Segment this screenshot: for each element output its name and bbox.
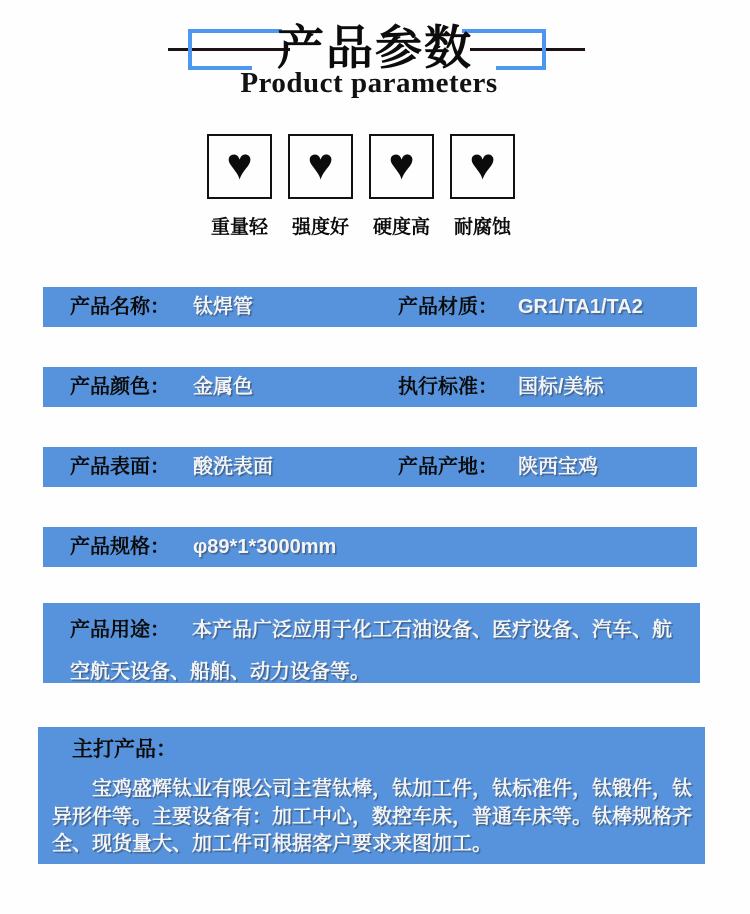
spec-row-surface-origin <box>43 447 697 487</box>
heart-icon: ♥ <box>307 139 334 189</box>
spec-value: 国标/美标 <box>518 376 604 398</box>
heart-icon: ♥ <box>469 139 496 189</box>
heart-icon: ♥ <box>226 139 253 189</box>
spec-value: φ89*1*3000mm <box>193 536 337 558</box>
feature-box <box>369 134 434 199</box>
feature-label: 强度好 <box>291 217 350 238</box>
feature-box <box>288 134 353 199</box>
spec-value: 酸洗表面 <box>193 456 273 478</box>
feature-label: 硬度高 <box>372 217 431 238</box>
feature-box <box>207 134 272 199</box>
main-products-label: 主打产品： <box>72 738 177 761</box>
spec-label: 产品名称： <box>70 296 170 318</box>
spec-value: 钛焊管 <box>193 296 253 318</box>
heart-icon: ♥ <box>388 139 415 189</box>
spec-value: 陕西宝鸡 <box>518 456 598 478</box>
feature-box <box>450 134 515 199</box>
feature-item <box>450 134 515 244</box>
feature-label: 重量轻 <box>210 217 269 238</box>
spec-row-color-standard <box>43 367 697 407</box>
spec-label: 产品材质： <box>398 296 498 318</box>
feature-item <box>369 134 434 244</box>
main-products-block <box>38 727 705 864</box>
spec-row-name-material <box>43 287 697 327</box>
page-title: 产品参数 <box>277 21 473 74</box>
spec-value: 金属色 <box>193 376 253 398</box>
page-subtitle: Product parameters <box>240 67 498 99</box>
spec-label: 产品产地： <box>398 456 498 478</box>
feature-item <box>207 134 272 244</box>
spec-label: 产品表面： <box>70 456 170 478</box>
main-products-paragraph: 宝鸡盛辉钛业有限公司主营钛棒，钛加工件，钛标准件，钛锻件，钛异形件等。主要设备有：加工中心，数控车床，普通车床等。钛棒规格齐全、现货量大、加工件可根据客户要求来图加工。 <box>52 778 692 855</box>
spec-value: GR1/TA1/TA2 <box>518 296 643 318</box>
spec-label: 产品规格： <box>70 536 170 558</box>
spec-label: 执行标准： <box>398 376 498 398</box>
spec-label: 产品颜色： <box>70 376 170 398</box>
spec-row-size <box>43 527 697 567</box>
feature-label: 耐腐蚀 <box>453 217 512 238</box>
usage-row <box>43 603 700 683</box>
usage-label: 产品用途： <box>70 619 170 641</box>
feature-item <box>288 134 353 244</box>
usage-value: 本产品广泛应用于化工石油设备、医疗设备、汽车、航空航天设备、船舶、动力设备等。 <box>70 619 672 683</box>
